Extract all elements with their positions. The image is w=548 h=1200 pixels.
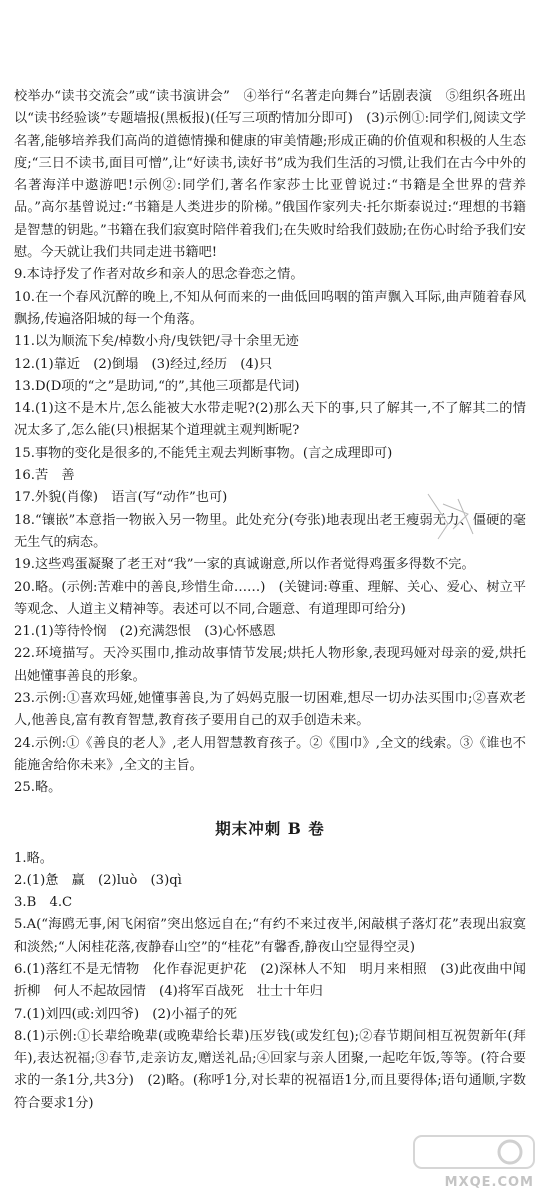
answer-line: 20.略。(示例:苦难中的善良,珍惜生命……) (关键词:尊重、理解、关心、爱心、树立平等观念、人道主义精神等。表述可以不同,合题意、有道理即可给分) [14, 579, 526, 617]
answer-line: 2.(1)惫 赢 (2)luò (3)qì [14, 872, 182, 888]
pencil-scribble-mark [418, 484, 488, 554]
answer-line: 1.略。 [14, 850, 53, 866]
watermark-logo-icon [410, 1132, 538, 1172]
answer-line: 18.“镶嵌”本意指一物嵌入另一物里。此处充分(夸张)地表现出老王瘦弱无力、僵硬的毫无生气的病态。 [14, 512, 526, 550]
answer-line: 21.(1)等待怜悯 (2)充满怨恨 (3)心怀感恩 [14, 624, 276, 640]
answers-part-b [14, 848, 526, 1116]
answer-line: 14.(1)这不是木片,怎么能被大水带走呢?(2)那么天下的事,只了解其一,不了解其二的情况太多了,怎么能(只)根据某个道理就主观判断呢? [14, 401, 526, 439]
answer-line: 11.以为顺流下矣/棹数小舟/曳铁钯/寻十余里无迹 [14, 334, 299, 350]
answer-line: 12.(1)靠近 (2)倒塌 (3)经过,经历 (4)只 [14, 356, 273, 372]
answer-line: 19.这些鸡蛋凝聚了老王对“我”一家的真诚谢意,所以作者觉得鸡蛋多得数不完。 [14, 557, 475, 573]
answer-line: 5.A(“海鸥无事,闲飞闲宿”突出悠远自在;“有约不来过夜半,闲敲棋子落灯花”表现出寂寞和淡然;“人闲桂花落,夜静春山空”的“桂花”有馨香,静夜山空显得空灵) [14, 917, 526, 955]
watermark-text: MXQE.COM [444, 1175, 534, 1190]
watermark-logo [410, 1132, 538, 1194]
answers-part-a [14, 86, 526, 800]
section-title: 期末冲刺 B 卷 [215, 818, 325, 838]
answer-line: 25.略。 [14, 780, 62, 796]
answer-line: 9.本诗抒发了作者对故乡和亲人的思念眷恋之情。 [14, 267, 304, 283]
answer-line: 23.示例:①喜欢玛娅,她懂事善良,为了妈妈克服一切困难,想尽一切办法买围巾;②喜欢老人,他善良,富有教育智慧,教育孩子要用自己的双手创造未来。 [14, 691, 526, 729]
answer-line: 13.D(D项的“之”是助词,“的”,其他三项都是代词) [14, 378, 300, 394]
answer-line: 校举办“读书交流会”或“读书演讲会” ④举行“名著走向舞台”话剧表演 ⑤组织各班出以“读书经验谈”专题墙报(黑板报)(任写三项酌情加分即可) (3)示例①:同学们,阅读文学名著,能够培养我们高尚的道德情操和健康的审美情趣;形成正确的价值观和积极的人生态度;“三日不读书,面目可憎”,让“好读书,读好书”成为我们生活的习惯,让我们在古今中外的名著海洋中遨游吧!示例②:同学们,著名作家莎士比亚曾说过:“书籍是全世界的营养品。”高尔基曾说过:“书籍是人类进步的阶梯。”俄国作家列夫·托尔斯泰说过:“理想的书籍是智慧的钥匙。”书籍在我们寂寞时陪伴着我们;在失败时给我们鼓励;在伤心时给予我们安慰。今天就让我们共同走进书籍吧! [14, 89, 526, 261]
answer-line: 24.示例:①《善良的老人》,老人用智慧教育孩子。②《围巾》,全文的线索。③《谁也不能施舍给你未来》,全文的主旨。 [14, 735, 526, 773]
answer-line: 15.事物的变化是很多的,不能凭主观去判断事物。(言之成理即可) [14, 445, 393, 461]
answer-line: 22.环境描写。天冷买围巾,推动故事情节发展;烘托人物形象,表现玛娅对母亲的爱,烘托出她懂事善良的形象。 [14, 646, 526, 684]
answer-line: 16.苦 善 [14, 468, 75, 484]
answer-line: 7.(1)刘四(或:刘四爷) (2)小福子的死 [14, 1006, 237, 1022]
answer-line: 17.外貌(肖像) 语言(写“动作”也可) [14, 490, 228, 506]
answer-line: 6.(1)落红不是无情物 化作春泥更护花 (2)深林人不知 明月来相照 (3)此夜曲中闻折柳 何人不起故园情 (4)将军百战死 壮士十年归 [14, 961, 526, 1000]
answer-line: 8.(1)示例:①长辈给晚辈(或晚辈给长辈)压岁钱(或发红包);②春节期间相互祝贺新年(拜年),表达祝福;③春节,走亲访友,赠送礼品;④回家与亲人团聚,一起吃年饭,等等。(符合要求的一条1分,共3分) (2)略。(称呼1分,对长辈的祝福语1分,而且要得体;语句通顺,字数符合要求1分) [14, 1028, 526, 1111]
answer-line: 10.在一个春风沉醉的晚上,不知从何而来的一曲低回呜咽的笛声飘入耳际,曲声随着春风飘扬,传遍洛阳城的每一个角落。 [14, 289, 526, 327]
answer-line: 3.B 4.C [14, 895, 73, 911]
